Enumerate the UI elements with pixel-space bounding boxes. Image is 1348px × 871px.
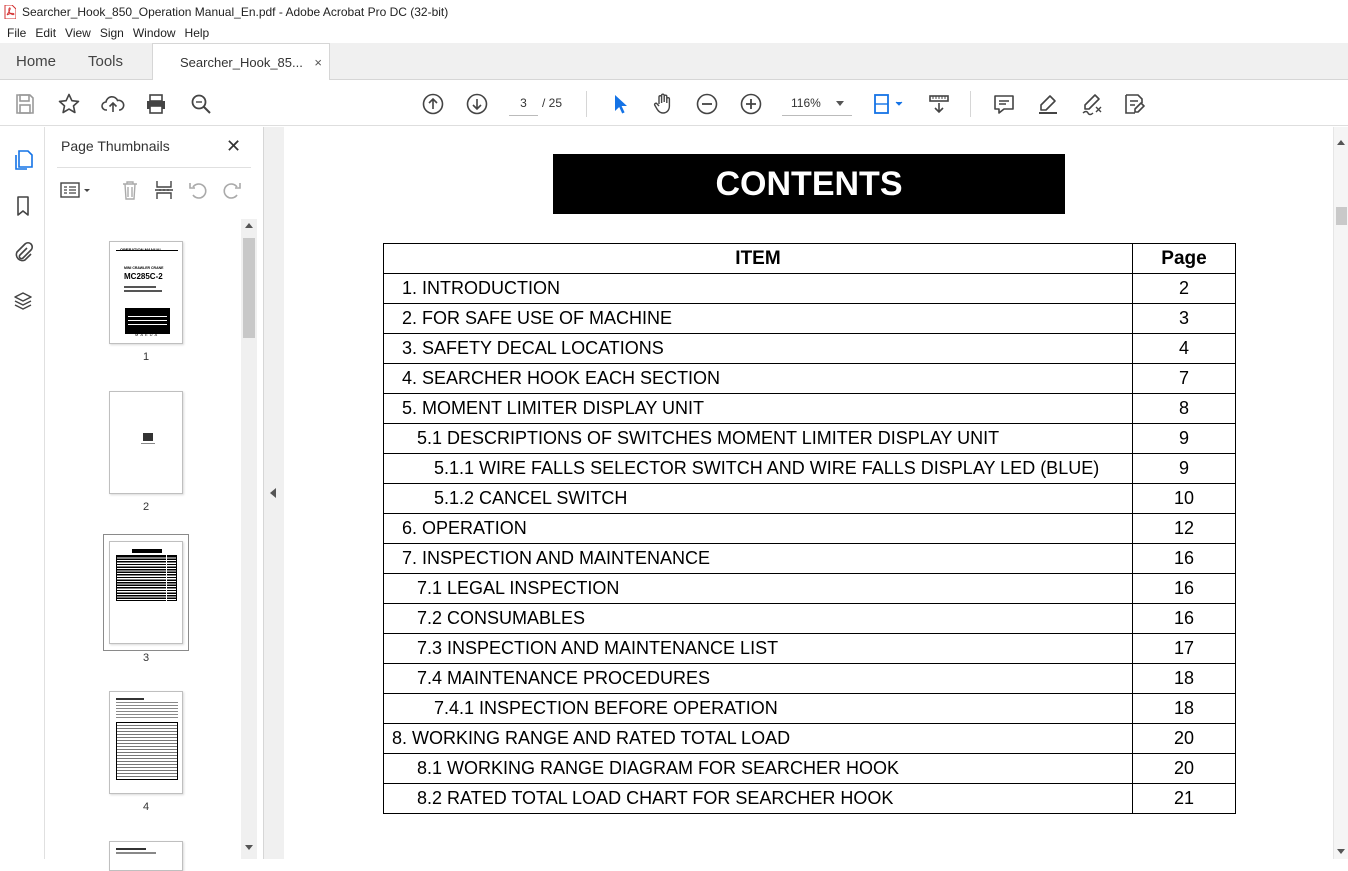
scroll-mode-icon[interactable] [926, 91, 952, 117]
fill-sign-icon[interactable] [1079, 91, 1105, 117]
toc-page: 9 [1133, 454, 1236, 484]
table-row [384, 394, 1236, 424]
thumb4-warning-box [116, 722, 178, 780]
thumb5-heading [116, 848, 146, 850]
menu-edit[interactable]: Edit [35, 26, 57, 40]
toc-page: 8 [1133, 394, 1236, 424]
table-row [384, 664, 1236, 694]
chevron-down-icon [836, 101, 844, 106]
toc-page: 16 [1133, 604, 1236, 634]
toc-item: 6. OPERATION [384, 514, 1133, 544]
toc-item: 2. FOR SAFE USE OF MACHINE [384, 304, 1133, 334]
toc-item: 7.4.1 INSPECTION BEFORE OPERATION [384, 694, 1133, 724]
toc-page: 18 [1133, 694, 1236, 724]
thumbnail-scrollbar[interactable] [241, 219, 257, 859]
table-row [384, 544, 1236, 574]
table-row [384, 634, 1236, 664]
contents-heading: CONTENTS [553, 154, 1065, 214]
main-toolbar [0, 80, 1348, 126]
thumb3-banner [132, 549, 162, 553]
toc-item: 7. INSPECTION AND MAINTENANCE [384, 544, 1133, 574]
thumb1-brand: MAEDA [135, 332, 160, 337]
toolbar-separator [970, 91, 971, 117]
document-scrollbar-thumb[interactable] [1336, 207, 1347, 225]
toc-page: 9 [1133, 424, 1236, 454]
next-page-icon[interactable] [464, 91, 490, 117]
toc-page: 21 [1133, 784, 1236, 814]
scroll-up-icon[interactable] [1337, 140, 1345, 145]
thumbnail-label: 3 [142, 652, 150, 664]
thumb2-logo [143, 433, 153, 441]
toc-page: 2 [1133, 274, 1236, 304]
toc-item: 7.3 INSPECTION AND MAINTENANCE LIST [384, 634, 1133, 664]
rotate-left-icon[interactable] [185, 177, 211, 203]
toc-page: 20 [1133, 724, 1236, 754]
thumb1-text-line [124, 290, 162, 292]
scroll-down-icon[interactable] [245, 845, 253, 850]
find-icon[interactable] [188, 91, 214, 117]
toc-item: 5.1.2 CANCEL SWITCH [384, 484, 1133, 514]
window-title: Searcher_Hook_850_Operation Manual_En.pdf - Adobe Acrobat Pro DC (32-bit) [22, 4, 449, 19]
table-row [384, 784, 1236, 814]
scroll-up-icon[interactable] [245, 223, 253, 228]
attachments-icon[interactable] [10, 239, 36, 265]
table-row [384, 334, 1236, 364]
thumbnail-label: 2 [142, 501, 150, 513]
select-cursor-icon[interactable] [607, 91, 633, 117]
thumb3-table [116, 555, 177, 601]
table-row [384, 514, 1236, 544]
table-row [384, 304, 1236, 334]
acrobat-app-icon [4, 5, 16, 19]
navigation-rail [0, 127, 45, 859]
save-icon[interactable] [12, 91, 38, 117]
table-row [384, 274, 1236, 304]
extract-page-icon[interactable] [151, 177, 177, 203]
thumb1-text-line [128, 324, 167, 325]
table-row [384, 724, 1236, 754]
toc-item: 7.4 MAINTENANCE PROCEDURES [384, 664, 1133, 694]
thumb1-model: MC285C-2 [124, 272, 163, 281]
table-row [384, 424, 1236, 454]
page-number-input[interactable]: 3 [509, 90, 538, 116]
table-row [384, 574, 1236, 604]
zoom-select[interactable] [782, 90, 852, 116]
zoom-in-icon[interactable] [738, 91, 764, 117]
thumb1-warning-box [125, 308, 170, 334]
toc-item: 8. WORKING RANGE AND RATED TOTAL LOAD [384, 724, 1133, 754]
print-icon[interactable] [143, 91, 169, 117]
toc-item: 4. SEARCHER HOOK EACH SECTION [384, 364, 1133, 394]
thumbnail-scrollbar-thumb[interactable] [243, 238, 255, 338]
bookmark-star-icon[interactable] [56, 91, 82, 117]
toc-page: 3 [1133, 304, 1236, 334]
page-total: / 25 [542, 96, 563, 110]
toolbar-separator [586, 91, 587, 117]
toc-page: 16 [1133, 544, 1236, 574]
contents-table [383, 243, 1236, 814]
zoom-value: 116% [791, 96, 821, 110]
thumbnail-page-4[interactable] [109, 691, 183, 794]
bookmarks-icon[interactable] [10, 193, 36, 219]
toc-page: 4 [1133, 334, 1236, 364]
table-row [384, 754, 1236, 784]
thumbnail-label: 1 [142, 351, 150, 363]
toc-item: 5. MOMENT LIMITER DISPLAY UNIT [384, 394, 1133, 424]
menu-sign[interactable]: Sign [99, 26, 124, 40]
table-row [384, 604, 1236, 634]
title-bar [0, 0, 1348, 23]
table-row [384, 454, 1236, 484]
menu-file[interactable]: File [7, 26, 27, 40]
column-header-item: ITEM [384, 244, 1133, 274]
toc-item: 1. INTRODUCTION [384, 274, 1133, 304]
page-thumbnails-panel [45, 127, 264, 859]
menu-window[interactable]: Window [132, 26, 176, 40]
toc-page: 12 [1133, 514, 1236, 544]
scroll-down-icon[interactable] [1337, 849, 1345, 854]
fit-page-icon[interactable] [870, 91, 906, 117]
toc-item: 7.2 CONSUMABLES [384, 604, 1133, 634]
layers-icon[interactable] [10, 288, 36, 314]
thumb1-subtitle: MINI CRAWLER CRANE [124, 266, 164, 270]
thumbnail-page-1[interactable] [109, 241, 183, 344]
thumb2-logo-text [141, 443, 155, 444]
thumbnail-label: 4 [142, 801, 150, 813]
edit-pdf-icon[interactable] [1122, 91, 1148, 117]
delete-page-icon[interactable] [117, 177, 143, 203]
toc-item: 7.1 LEGAL INSPECTION [384, 574, 1133, 604]
table-row [384, 484, 1236, 514]
toc-item: 5.1 DESCRIPTIONS OF SWITCHES MOMENT LIMITER DISPLAY UNIT [384, 424, 1133, 454]
toc-item: 3. SAFETY DECAL LOCATIONS [384, 334, 1133, 364]
close-tab-icon[interactable]: × [314, 55, 322, 70]
tab-document[interactable] [152, 43, 330, 81]
rotate-right-icon[interactable] [219, 177, 245, 203]
menu-bar [0, 23, 1348, 43]
thumb1-text-line [128, 320, 167, 321]
toc-item: 5.1.1 WIRE FALLS SELECTOR SWITCH AND WIRE FALLS DISPLAY LED (BLUE) [384, 454, 1133, 484]
thumb4-heading [116, 698, 144, 700]
panel-collapse-strip[interactable] [264, 127, 284, 859]
toc-page: 10 [1133, 484, 1236, 514]
thumb4-text [116, 702, 178, 720]
toc-page: 18 [1133, 664, 1236, 694]
comment-icon[interactable] [991, 91, 1017, 117]
thumbnail-page-5[interactable] [109, 841, 183, 871]
document-view[interactable] [284, 127, 1333, 859]
toc-page: 16 [1133, 574, 1236, 604]
panel-divider [57, 167, 251, 168]
document-tab-label: Searcher_Hook_85... [180, 55, 303, 70]
menu-view[interactable]: View [65, 26, 91, 40]
table-row [384, 364, 1236, 394]
upload-icon[interactable] [100, 91, 126, 117]
thumbnail-page-2[interactable] [109, 391, 183, 494]
thumbnail-page-3[interactable] [109, 541, 183, 644]
contents-table-body [384, 274, 1236, 814]
thumb1-text-line [128, 316, 167, 317]
menu-help[interactable]: Help [184, 26, 210, 40]
toc-item: 8.2 RATED TOTAL LOAD CHART FOR SEARCHER HOOK [384, 784, 1133, 814]
thumb5-text [116, 852, 156, 854]
options-menu-icon[interactable] [59, 177, 93, 203]
column-header-page: Page [1133, 244, 1236, 274]
panel-title: Page Thumbnails [61, 138, 170, 154]
previous-page-icon[interactable] [420, 91, 446, 117]
thumb1-rule [116, 250, 178, 251]
collapse-arrow-icon[interactable] [270, 488, 276, 498]
panel-toolbar [57, 177, 252, 203]
hand-icon[interactable] [650, 91, 676, 117]
toc-item: 8.1 WORKING RANGE DIAGRAM FOR SEARCHER HOOK [384, 754, 1133, 784]
thumb3-column-rule [166, 555, 167, 601]
close-panel-icon[interactable]: ✕ [226, 136, 242, 156]
page-thumbnails-icon[interactable] [10, 147, 36, 173]
toc-page: 17 [1133, 634, 1236, 664]
table-header-row [384, 244, 1236, 274]
toc-page: 7 [1133, 364, 1236, 394]
tab-home[interactable]: Home [16, 53, 57, 70]
highlight-icon[interactable] [1035, 91, 1061, 117]
tab-tools[interactable]: Tools [88, 53, 124, 70]
thumb1-text-line [124, 286, 156, 288]
document-scrollbar[interactable] [1333, 127, 1348, 859]
zoom-out-icon[interactable] [694, 91, 720, 117]
tab-bar [0, 43, 1348, 80]
toc-page: 20 [1133, 754, 1236, 784]
table-row [384, 694, 1236, 724]
